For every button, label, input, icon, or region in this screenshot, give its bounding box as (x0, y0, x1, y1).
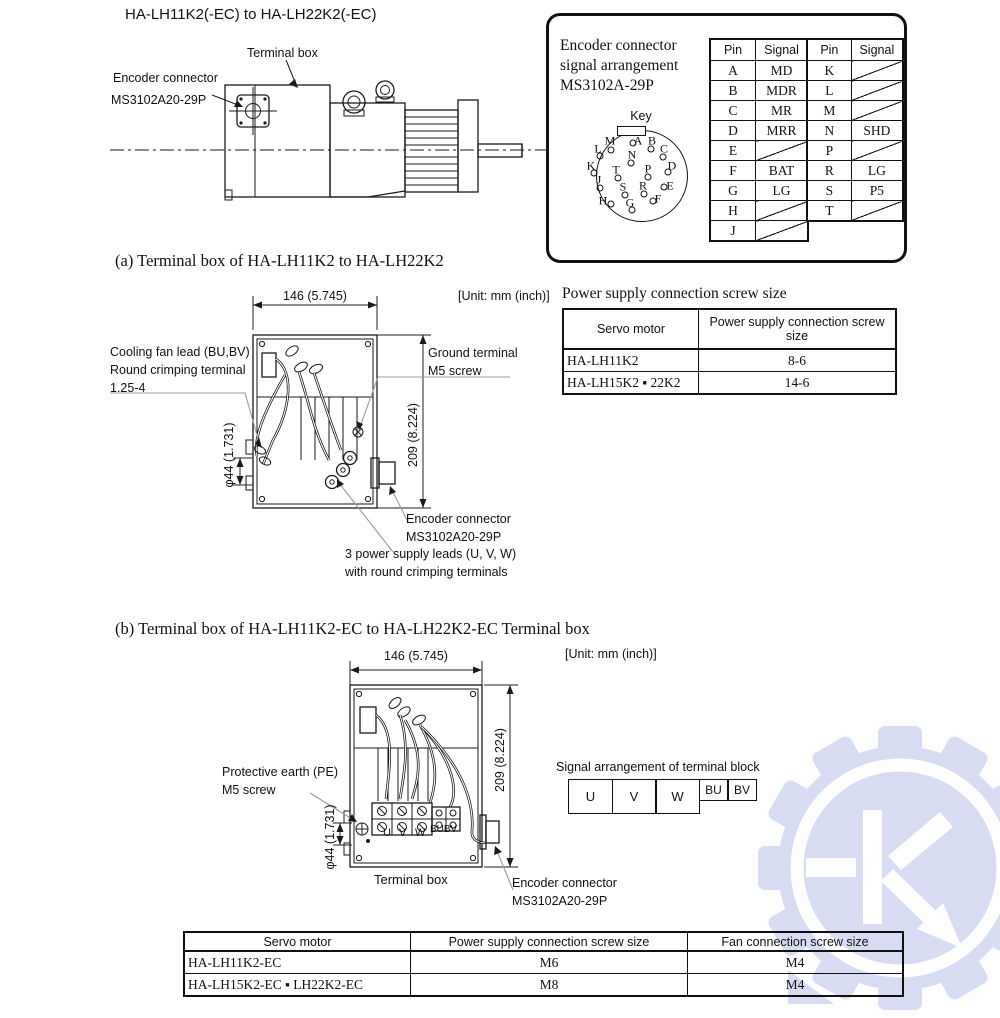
key-pin-label: B (647, 133, 657, 148)
key-pin-hole (597, 185, 604, 192)
encoder-box-title: Encoder connector signal arrangement MS3102A-29P (560, 37, 679, 94)
power-screw-table: Servo motor Power supply connection screw size HA-LH11K2 8-6 HA-LH15K2 ▪ 22K2 14-6 (562, 308, 897, 395)
encoder-connector-label-b: Encoder connector MS3102A20-29P (512, 876, 617, 908)
unit-note-b: [Unit: mm (inch)] (565, 647, 657, 661)
motor-encoder-connector (229, 87, 277, 135)
signal-arrangement-heading: Signal arrangement of terminal block (556, 760, 760, 774)
cooling-fan-label: Cooling fan lead (BU,BV) Round crimping terminal 1.25-4 (110, 345, 250, 395)
key-pin-hole (661, 184, 668, 191)
ground-terminal-label: Ground terminal M5 screw (428, 346, 518, 378)
signal-cell-bv: BV (727, 779, 757, 801)
terminal-label-w: W (415, 827, 426, 839)
key-pin-label: E (666, 178, 674, 193)
key-label: Key (630, 109, 652, 123)
key-pin-label: C (659, 141, 669, 156)
dim-height-b: 209 (8.224) (493, 728, 507, 792)
key-pin-hole (622, 192, 629, 199)
ground-screw-symbol (353, 427, 363, 437)
pin-table-2: Pin Signal K L M N SHD P R LG S P5 T (806, 38, 904, 222)
pin-table-1: Pin Signal A MD B MDR C MR D MRR E F BAT G LG H J (709, 38, 809, 242)
bottom-screw-table: Servo motor Power supply connection screw size Fan connection screw size HA-LH11K2-EC M6 M4 HA-LH15K2-EC ▪ LH22K2-EC M8 M4 (183, 931, 904, 997)
key-pin-hole (650, 198, 657, 205)
key-pin-hole (648, 146, 655, 153)
key-pin-label: L (594, 141, 602, 156)
signal-cell-bu: BU (699, 779, 729, 801)
motor-terminal-box-outline (225, 85, 330, 200)
motor-encoder-label-line1: Encoder connector (113, 71, 218, 85)
key-pin-label: D (667, 158, 677, 173)
key-pin-label: P (644, 161, 652, 176)
encoder-connector-label-a: Encoder connector MS3102A20-29P (406, 512, 511, 544)
protective-earth-label: Protective earth (PE) M5 screw (222, 765, 339, 797)
encoder-signal-box (546, 13, 907, 263)
key-pin-hole (660, 154, 667, 161)
signal-cell-w: W (655, 779, 700, 814)
key-pin-label: J (596, 172, 602, 187)
motor-encoder-label-line2: MS3102A20-29P (111, 93, 207, 107)
key-pin-hole (608, 147, 615, 154)
key-pin-hole (597, 153, 604, 160)
terminal-box-label-b: Terminal box (374, 872, 448, 887)
key-pin-label: F (654, 191, 662, 206)
key-pin-hole (591, 170, 598, 177)
power-leads-label: 3 power supply leads (U, V, W) with round crimping terminals (345, 547, 517, 579)
terminal-label-u: U (383, 827, 391, 839)
key-pin-label: N (627, 147, 637, 162)
key-pin-label: T (612, 162, 620, 177)
terminal-label-v: V (399, 827, 407, 839)
key-pin-label: M (604, 133, 616, 148)
key-pin-label: G (625, 195, 635, 210)
key-pin-hole (608, 201, 615, 208)
power-screw-table-heading: Power supply connection screw size (562, 285, 787, 302)
signal-cell-u: U (568, 779, 613, 814)
motor-fins (405, 110, 458, 192)
encoder-connector-a (371, 458, 395, 488)
signal-cell-v: V (612, 779, 657, 814)
dim-width-a: 146 (5.745) (283, 289, 347, 303)
dim-height-a: 209 (8.224) (406, 403, 420, 467)
terminal-label-bubv: BUBV (430, 824, 458, 835)
key-pin-label: K (586, 158, 596, 173)
motor-body (330, 81, 405, 197)
dim-width-b: 146 (5.745) (384, 649, 448, 663)
key-pin-hole (628, 160, 635, 167)
key-pin-hole (629, 207, 636, 214)
dim-dia-a: φ44 (1.731) (222, 422, 236, 488)
key-pin-label: A (633, 133, 643, 148)
key-pin-hole (641, 191, 648, 198)
key-pin-label: H (598, 193, 608, 208)
key-pin-label: S (619, 179, 627, 194)
key-pin-label: R (638, 178, 648, 193)
page-title: HA-LH11K2(-EC) to HA-LH22K2(-EC) (125, 6, 377, 23)
signal-arrangement-block (568, 779, 768, 819)
section-a-heading: (a) Terminal box of HA-LH11K2 to HA-LH22K2 (115, 251, 444, 270)
section-b-heading: (b) Terminal box of HA-LH11K2-EC to HA-LH22K2-EC Terminal box (115, 619, 590, 638)
key-pin-hole (665, 169, 672, 176)
motor-terminal-box-label: Terminal box (247, 46, 318, 60)
unit-note-a: [Unit: mm (inch)] (458, 289, 550, 303)
terminal-box-wiring-b (360, 695, 486, 843)
dim-dia-b: φ44 (1.731) (323, 804, 337, 870)
key-pin-hole (630, 140, 637, 147)
motor-flange-and-shaft (458, 100, 522, 192)
terminal-box-wiring-a (253, 344, 356, 489)
pe-screw-symbol (356, 823, 370, 843)
